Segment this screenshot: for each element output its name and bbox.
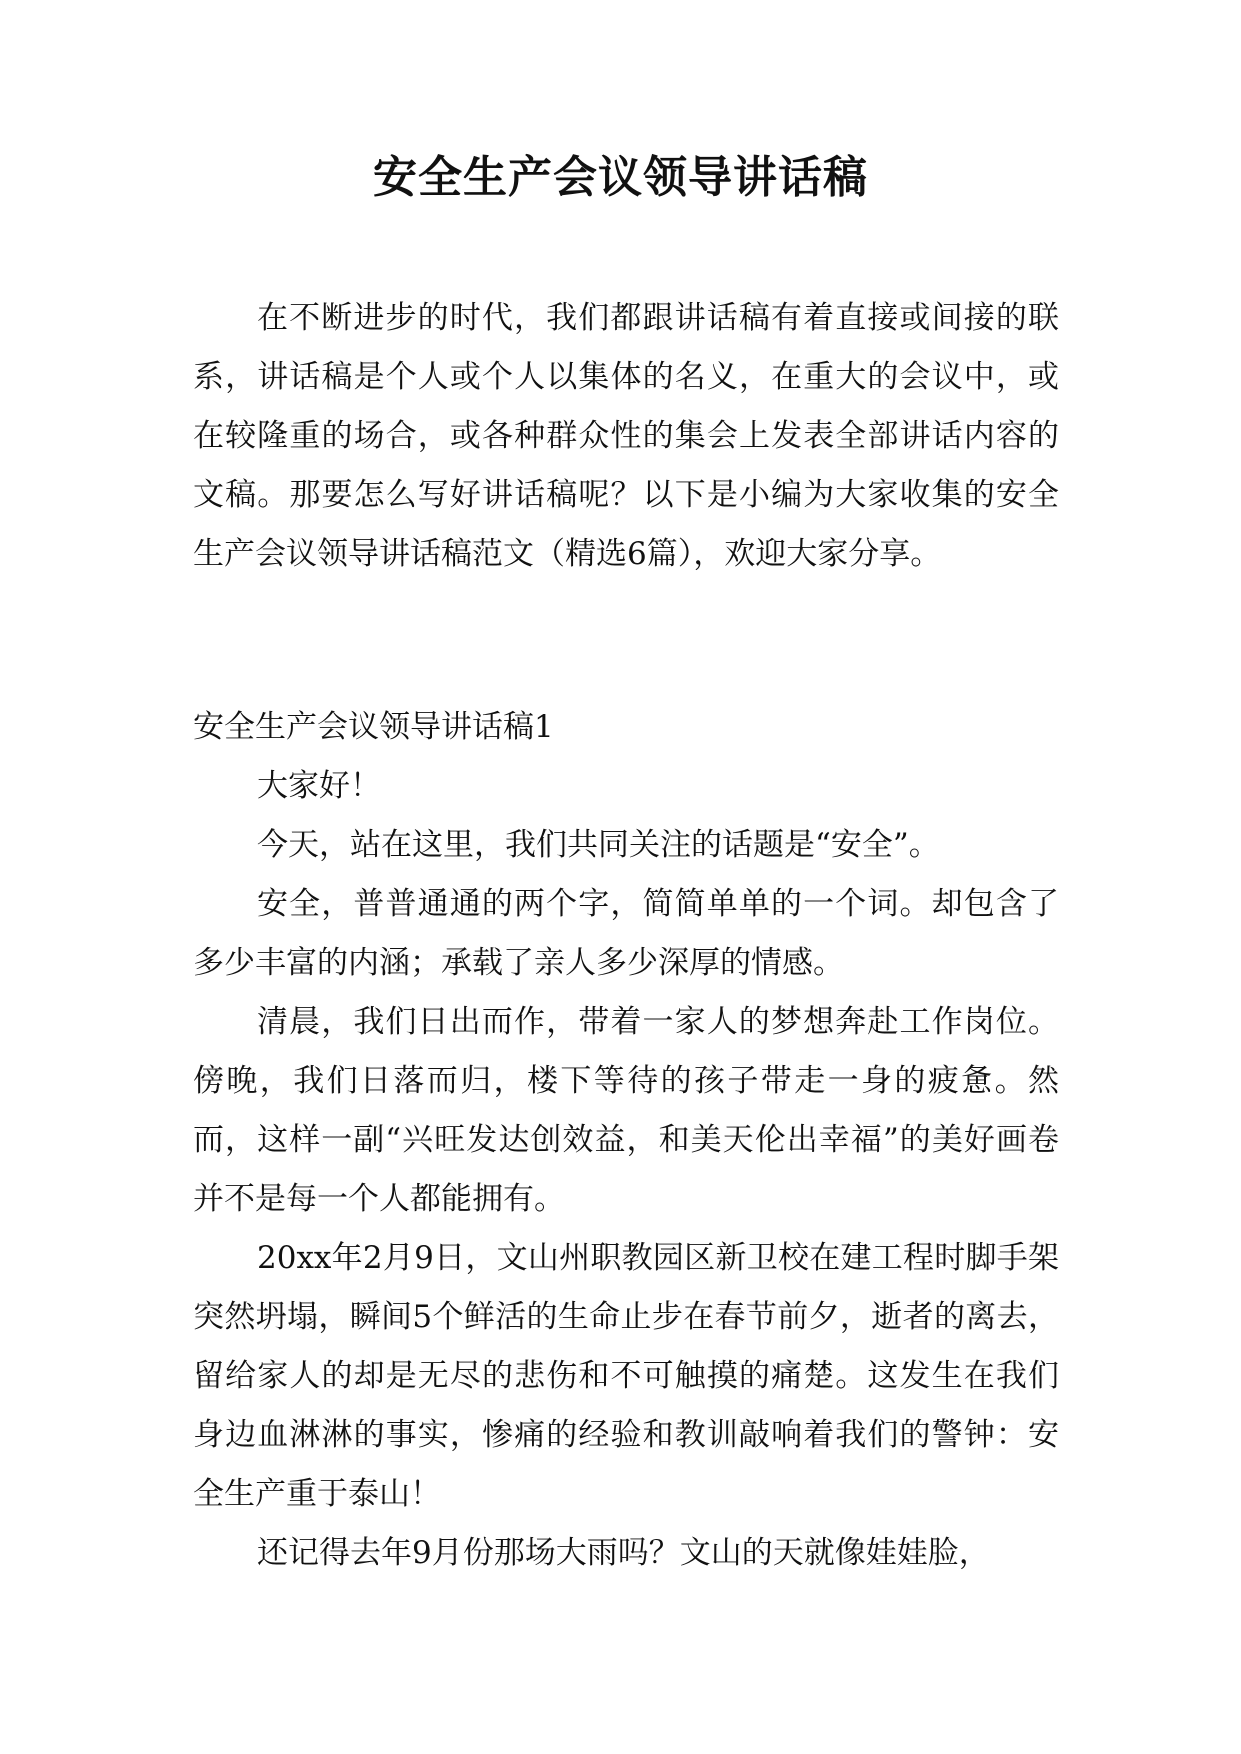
paragraph-rainstorm: 还记得去年9月份那场大雨吗？文山的天就像娃娃脸， [257, 1535, 990, 1571]
paragraph-greeting: 大家好！ [257, 768, 381, 804]
section-heading: 安全生产会议领导讲话稿1 [193, 709, 554, 745]
paragraph-safety-meaning: 安全，普普通通的两个字，简简单单的一个词。却包含了多少丰富的内涵；承载了亲人多少深厚的情感。 [193, 886, 1059, 981]
intro-block [193, 289, 1059, 584]
section-1 [193, 698, 1059, 1583]
intro-paragraph: 在不断进步的时代，我们都跟讲话稿有着直接或间接的联系，讲话稿是个人或个人以集体的名义，在重大的会议中，或在较隆重的场合，或各种群众性的集会上发表全部讲话内容的文稿。那要怎么写好讲话稿呢？以下是小编为大家收集的安全生产会议领导讲话稿范文（精选6篇），欢迎大家分享。 [193, 300, 1059, 572]
paragraph-topic: 今天，站在这里，我们共同关注的话题是“安全”。 [257, 827, 940, 863]
paragraph-daily-life: 清晨，我们日出而作，带着一家人的梦想奔赴工作岗位。傍晚，我们日落而归，楼下等待的孩子带走一身的疲惫。然而，这样一副“兴旺发达创效益，和美天伦出幸福”的美好画卷并不是每一个人都能拥有。 [193, 1004, 1059, 1217]
document-title: 安全生产会议领导讲话稿 [373, 152, 868, 203]
paragraph-accident: 20xx年2月9日，文山州职教园区新卫校在建工程时脚手架突然坍塌，瞬间5个鲜活的生命止步在春节前夕，逝者的离去，留给家人的却是无尽的悲伤和不可触摸的痛楚。这发生在我们身边血淋淋的事实，惨痛的经验和教训敲响着我们的警钟：安全生产重于泰山！ [193, 1240, 1059, 1512]
